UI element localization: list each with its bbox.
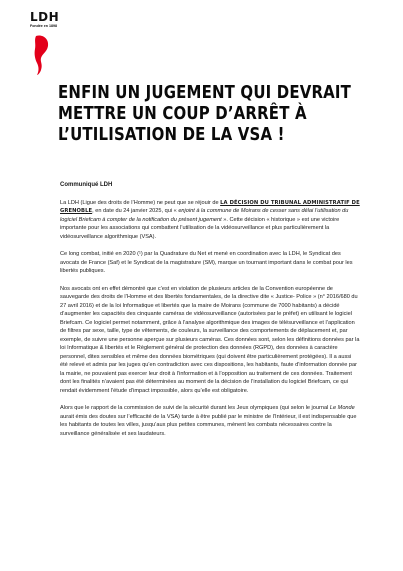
p4-journal-name: Le Monde	[329, 405, 355, 411]
title-line-3: L’UTILISATION DE LA VSA !	[58, 125, 285, 145]
paragraph-2: Ce long combat, initié en 2020 (¹) par la Quadrature du Net et mené en coordination avec la LDH, le Syndicat des avocats de France (Saf) et le Syndicat de la magistrature (SM), marque un tournant important dans le combat pour les libertés publiques.	[60, 251, 353, 274]
article-body	[60, 181, 360, 447]
p4-text-a: Alors que le rapport de la commission de suivi de la sécurité durant les Jeux olympiques (qui selon le journal	[60, 405, 330, 411]
title-line-2: METTRE UN COUP D’ARRÊT À	[58, 104, 307, 124]
p4-text-b: aurait émis des doutes sur l’efficacité de la VSA) tarde à être publié par le ministre de l’Intérieur, il est indispensable que les habitants de toutes les villes, jusqu’aux plus petites communes, mènent les combats nécessaires contre la surveillance généralisée et ses laudateurs.	[60, 413, 357, 437]
phrygian-cap-icon	[33, 34, 51, 76]
title-line-1: ENFIN UN JUGEMENT QUI DEVRAIT	[58, 83, 352, 103]
paragraph-1	[60, 199, 360, 242]
paragraph-4	[60, 404, 360, 438]
p1-quote: enjoint à la commune de Moirans de cesser sans délai l’utilisation du logiciel Briefcam à compter de la notification du présent jugement	[60, 208, 349, 223]
tribunal-decision-link[interactable]: LA DÉCISION DU TRIBUNAL ADMINISTRATIF DE GRENOBLE	[60, 199, 360, 214]
p1-text-b: , en date du 24 janvier 2025, qui «	[92, 208, 179, 214]
page-title	[58, 83, 352, 146]
logo-wordmark: LDH	[30, 10, 60, 24]
article-kicker: Communiqué LDH	[60, 182, 113, 188]
paragraph-3: Nos avocats ont en effet démontré que c’est en violation de plusieurs articles de la Convention européenne de sauvegarde des droits de l’Homme et des libertés fondamentales, de la directive dite « Justice- Police » (n° 2016/680 du 27 avril 2016) et de la loi Informatique et libertés que la maire de Moirans (commune de 7000 habitants) a décidé d’augmenter les capacités des cinquante caméras de vidéosurveillance (autorisées par le préfet) en utilisant le logiciel Briefcam. Ce logiciel permet notamment, grâce à l’analyse algorithmique des images de télésurveillance et l’application de filtres par sexe, taille, type de vêtements, de couleurs, la surveillance des comportements de déplacement et, par exemple, de suivre une personne aperçue sur plusieurs caméras. Ces données sont, selon les définitions données par la loi Informatique & libertés et le Règlement général de protection des données (RGPD), des données à caractère personnel, dites sensibles et même des données biométriques (qui doivent être particulièrement protégées). Il a aussi été relevé et admis par les juges qu’en contradiction avec ces dispositions, les habitants, faute d’information donnée par la mairie, ne pouvaient pas exercer leur droit à l’information et à l’opposition au traitement de ces données. Traitement dont les finalités n’avaient pas été déterminées au moment de la décision de l’installation du logiciel Briefcam, ce qui rendait évidemment l’étude d’impact impossible, alors qu’elle est obligatoire.	[60, 285, 360, 394]
p1-text-a: La LDH (Ligue des droits de l’Homme) ne peut que se réjouir de	[60, 199, 221, 206]
logo-tagline: Fondée en 1898	[30, 24, 57, 28]
p1-text-c: ». Cette décision « historique » est une victoire importante pour les associations qui combattent l’utilisation de la vidéosurveillance et plus particulièrement la vidéosurveillance algorithmique (VSA).	[60, 216, 340, 240]
